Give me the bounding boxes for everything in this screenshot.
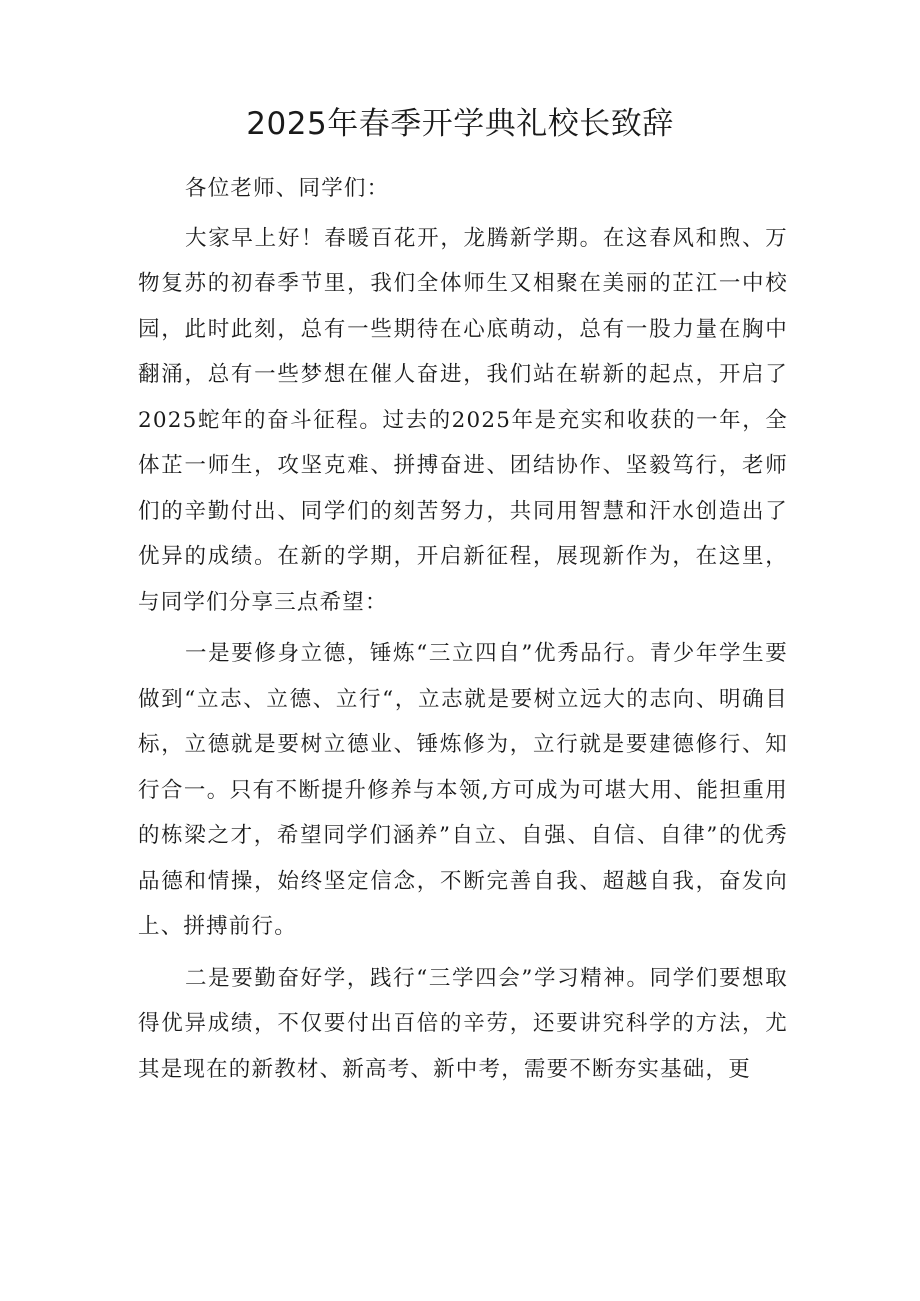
salutation: 各位老师、同学们： [185, 176, 390, 201]
paragraph-hope-one: 一是要修身立德，锤炼“三立四自”优秀品行。青少年学生要做到“立志、立德、立行“，立志就是要树立远大的志向、明确目标，立德就是要树立德业、锤炼修为，立行就是要建德修行、知行合一。只有不断提升修养与本领,方可成为可堪大用、能担重用的栋梁之才，希望同学们涵养”自立、自强、自信、自律”的优秀品德和情操，始终坚定信念，不断完善自我、超越自我，奋发向上、拼搏前行。 [138, 641, 788, 939]
document-body [138, 166, 788, 1092]
paragraph-opening: 大家早上好！春暖百花开，龙腾新学期。在这春风和煦、万物复苏的初春季节里，我们全体师生又相聚在美丽的芷江一中校园，此时此刻，总有一些期待在心底萌动，总有一股力量在胸中翻涌，总有一些梦想在催人奋进，我们站在崭新的起点，开启了2025蛇年的奋斗征程。过去的2025年是充实和收获的一年，全体芷一师生，攻坚克难、拼搏奋进、团结协作、坚毅笃行，老师们的辛勤付出、同学们的刻苦努力，共同用智慧和汗水创造出了优异的成绩。在新的学期，开启新征程，展现新作为，在这里，与同学们分享三点希望： [138, 225, 788, 615]
document-title: 2025年春季开学典礼校长致辞 [246, 106, 674, 142]
paragraph-hope-two: 二是要勤奋好学，践行“三学四会”学习精神。同学们要想取得优异成绩，不仅要付出百倍的辛劳，还要讲究科学的方法，尤其是现在的新教材、新高考、新中考，需要不断夯实基础，更 [138, 965, 788, 1082]
